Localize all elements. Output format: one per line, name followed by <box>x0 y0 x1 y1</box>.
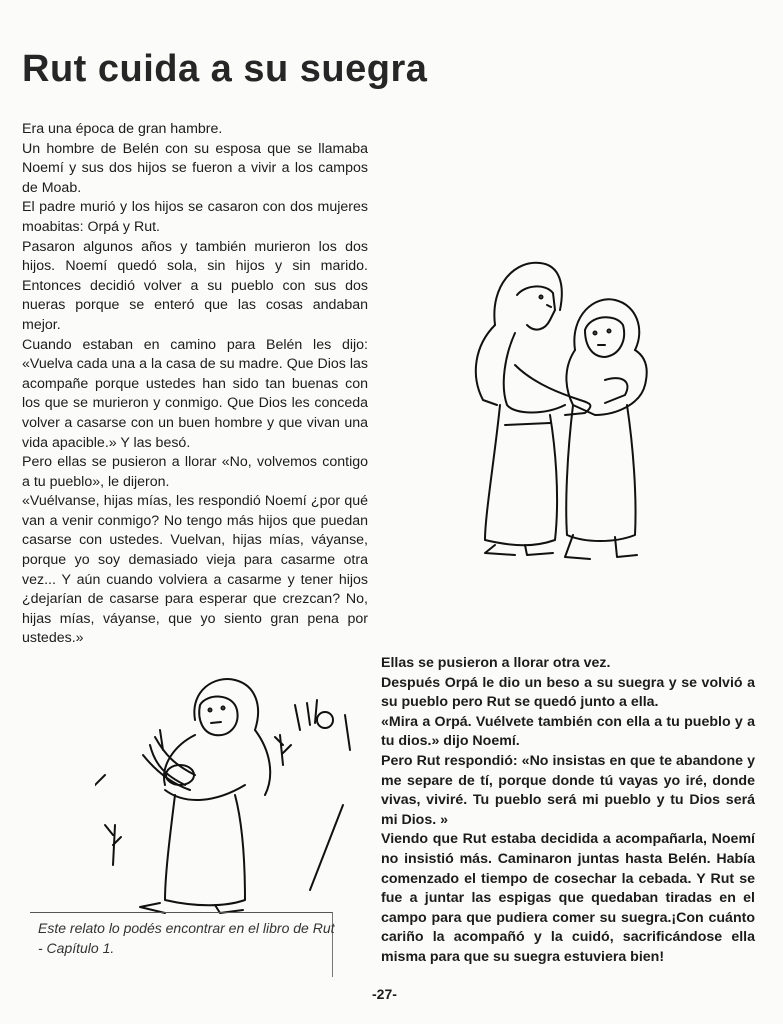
paragraph: Viendo que Rut estaba decidida a acompañarla, Noemí no insistió más. Caminaron juntas hasta Belén. Había comenzado el tiempo de cosechar la cebada. Y Rut se fue a juntar las espigas que quedaban tiradas en el campo para que pudiera comer su suegra.¡Con cuánto cariño la acompañó y la cuidó, sacrificándose ella misma para que su suegra estuviera bien! <box>381 831 755 965</box>
paragraph: Pero ellas se pusieron a llorar «No, volvemos contigo a tu pueblo», le dijeron. <box>22 454 368 490</box>
page-number: -27- <box>372 986 397 1002</box>
reference-note: Este relato lo podés encontrar en el libro de Rut - Capítulo 1. <box>38 920 335 956</box>
paragraph: Pasaron algunos años y también murieron los dos hijos. Noemí quedó sola, sin hijos y sin marido. Entonces decidió volver a su pueblo con sus dos nueras porque se enteró que las cosas andaban mejor. <box>22 238 368 333</box>
story-right-column <box>381 654 755 968</box>
paragraph: Después Orpá le dio un beso a su suegra y se volvió a su pueblo pero Rut se quedó junto a ella. <box>381 674 755 711</box>
story-left-column <box>22 120 368 649</box>
paragraph: Cuando estaban en camino para Belén les dijo: «Vuelva cada una a la casa de su madre. Que Dios las acompañe porque ustedes han sido tan buenas con los que se murieron y conmigo. Que Dios les conceda volver a casarse con un buen hombre y que vivan una vida apacible.» Y las besó. <box>22 336 368 451</box>
paragraph: «Vuélvanse, hijas mías, les respondió Noemí ¿por qué van a venir conmigo? No tengo más hijos que puedan casarse con ustedes. Vuelvan, hijas mías, váyanse, porque yo soy demasiado vieja para casarme otra vez... Y aún cuando volviera a casarme y tener hijos ¿dejarían de casarse para esperar que crezcan? No, hijas mías, váyanse, que yo siento gran pena por ustedes.» <box>22 493 368 647</box>
page-title: Rut cuida a su suegra <box>22 48 428 90</box>
paragraph: Pero Rut respondió: «No insistas en que te abandone y me separe de tí, porque donde tú vayas yo iré, donde vivas, viviré. Tu pueblo será mi pueblo y tu Dios será mi Dios. » <box>381 752 755 828</box>
paragraph: Era una época de gran hambre. <box>22 121 223 137</box>
paragraph: Ellas se pusieron a llorar otra vez. <box>381 655 611 671</box>
paragraph: «Mira a Orpá. Vuélvete también con ella a tu pueblo y a tu dios.» dijo Noemí. <box>381 713 755 750</box>
illustration-rut-gleaning <box>95 675 355 915</box>
paragraph: El padre murió y los hijos se casaron con dos mujeres moabitas: Orpá y Rut. <box>22 199 368 235</box>
paragraph: Un hombre de Belén con su esposa que se llamaba Noemí y sus dos hijos se fueron a vivir a los campos de Moab. <box>22 140 368 196</box>
illustration-noemi-and-rut <box>455 255 665 565</box>
